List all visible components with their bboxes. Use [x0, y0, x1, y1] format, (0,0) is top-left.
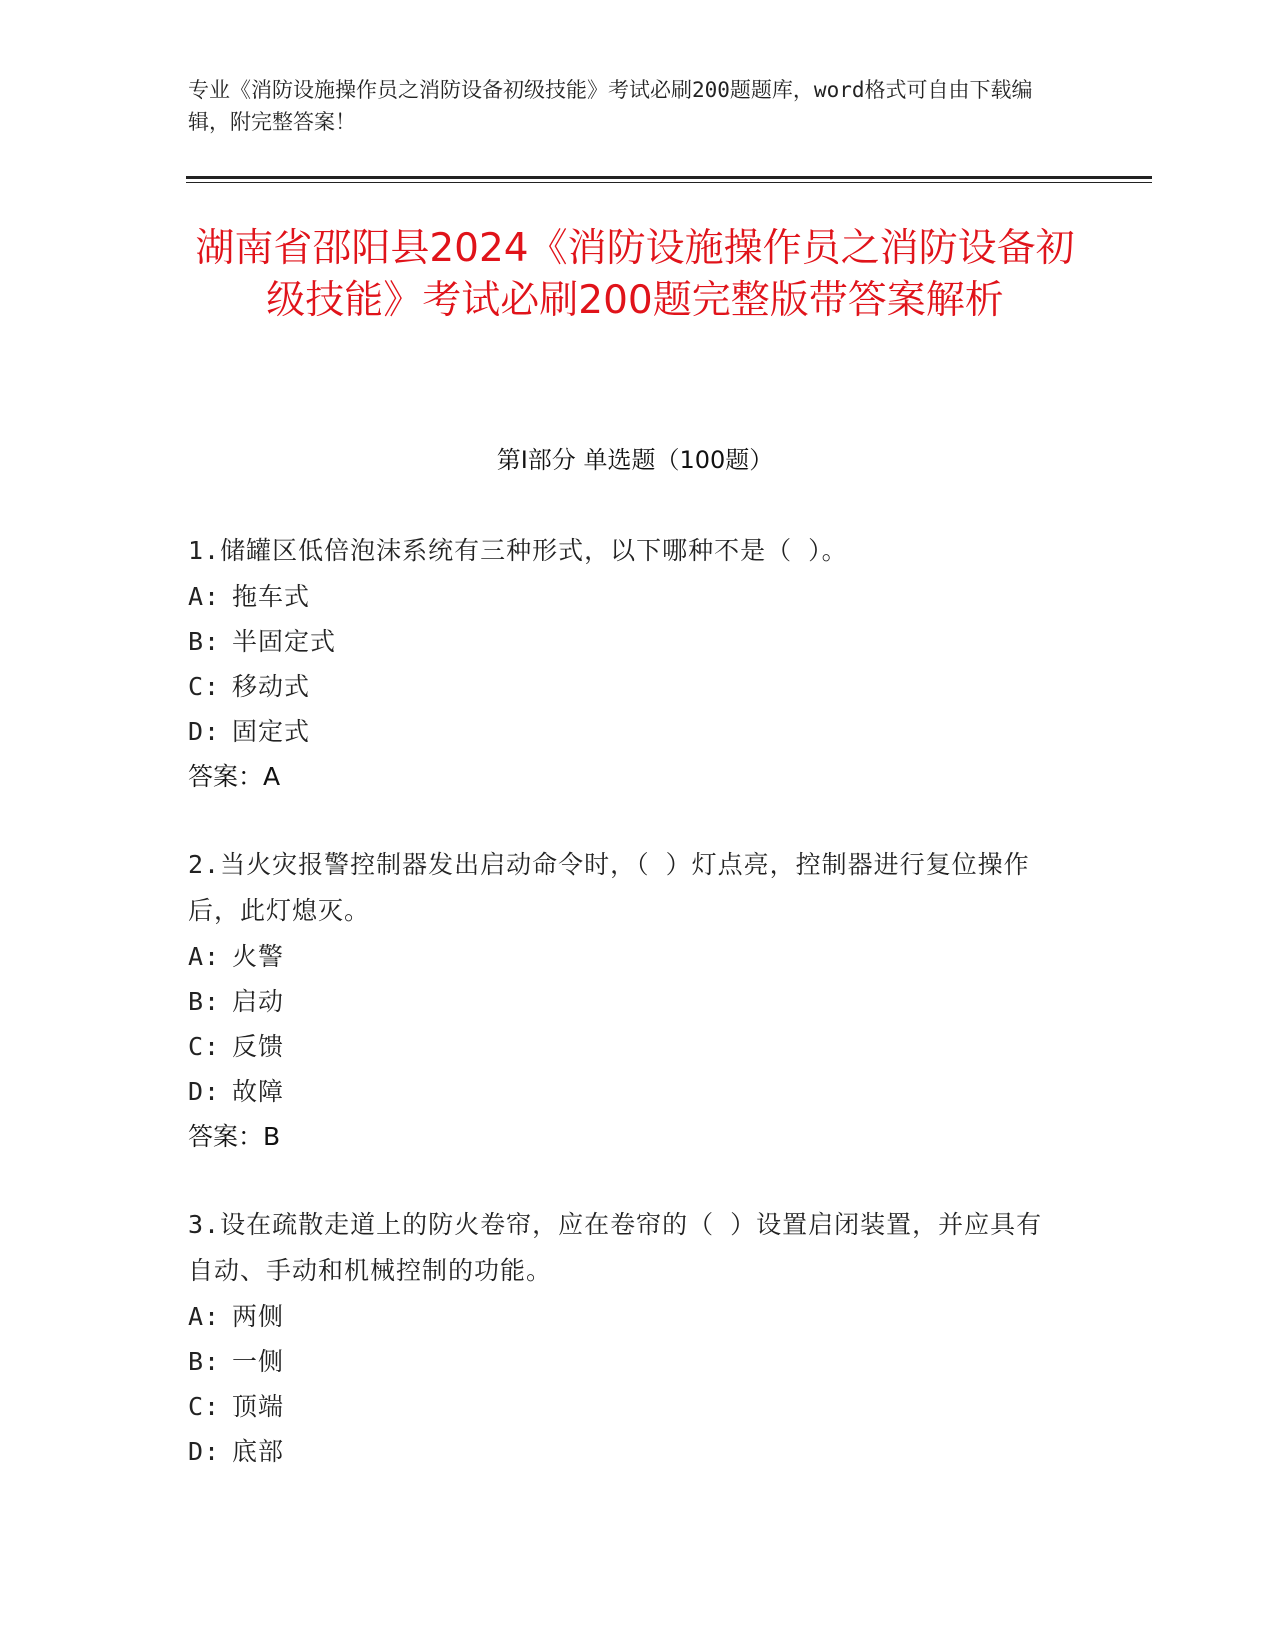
- option-c: [188, 1024, 1068, 1069]
- option-text: 两侧: [232, 1302, 285, 1331]
- option-b: [188, 979, 1068, 1024]
- answer-label: 答案：: [188, 1122, 264, 1151]
- option-a: [188, 1294, 1068, 1339]
- option-a: [188, 574, 1068, 619]
- option-b: [188, 1339, 1068, 1384]
- question-2: [188, 842, 1068, 1160]
- option-key: B:: [188, 627, 221, 656]
- question-3: [188, 1202, 1068, 1474]
- question-list: [188, 528, 1068, 1516]
- question-stem: 1.储罐区低倍泡沫系统有三种形式，以下哪种不是（ ）。: [188, 536, 848, 565]
- option-key: D:: [188, 1437, 221, 1466]
- question-stem: 2.当火灾报警控制器发出启动命令时，（ ）灯点亮，控制器进行复位操作后，此灯熄灭。: [188, 850, 1030, 925]
- option-key: A:: [188, 942, 221, 971]
- option-key: D:: [188, 1077, 221, 1106]
- header-divider-thick: [186, 176, 1152, 179]
- answer-line: [188, 1114, 1068, 1160]
- option-text: 移动式: [232, 672, 311, 701]
- option-text: 启动: [232, 987, 285, 1016]
- option-key: B:: [188, 987, 221, 1016]
- option-key: A:: [188, 582, 221, 611]
- document-title: 湖南省邵阳县2024《消防设施操作员之消防设备初级技能》考试必刷200题完整版带答案解析: [195, 226, 1075, 323]
- option-text: 故障: [232, 1077, 285, 1106]
- option-d: [188, 709, 1068, 754]
- question-stem: 3.设在疏散走道上的防火卷帘，应在卷帘的（ ）设置启闭装置，并应具有自动、手动和机械控制的功能。: [188, 1210, 1043, 1285]
- section-title: 第Ⅰ部分 单选题（100题）: [496, 446, 774, 474]
- answer-label: 答案：: [188, 762, 264, 791]
- option-key: D:: [188, 717, 221, 746]
- header-note: 专业《消防设施操作员之消防设备初级技能》考试必刷200题题库，word格式可自由下载编辑，附完整答案！: [188, 78, 1033, 134]
- answer-value: A: [263, 762, 281, 791]
- option-key: C:: [188, 1392, 221, 1421]
- option-text: 火警: [232, 942, 285, 971]
- option-text: 反馈: [232, 1032, 285, 1061]
- question-1: [188, 528, 1068, 800]
- option-b: [188, 619, 1068, 664]
- option-text: 顶端: [232, 1392, 285, 1421]
- option-text: 底部: [232, 1437, 285, 1466]
- option-text: 一侧: [232, 1347, 285, 1376]
- option-d: [188, 1429, 1068, 1474]
- answer-value: B: [263, 1122, 281, 1151]
- option-text: 半固定式: [232, 627, 337, 656]
- option-c: [188, 664, 1068, 709]
- option-key: B:: [188, 1347, 221, 1376]
- option-key: A:: [188, 1302, 221, 1331]
- option-c: [188, 1384, 1068, 1429]
- option-text: 固定式: [232, 717, 311, 746]
- option-d: [188, 1069, 1068, 1114]
- header-divider-thin: [186, 182, 1152, 183]
- option-text: 拖车式: [232, 582, 311, 611]
- option-key: C:: [188, 1032, 221, 1061]
- answer-line: [188, 754, 1068, 800]
- option-a: [188, 934, 1068, 979]
- option-key: C:: [188, 672, 221, 701]
